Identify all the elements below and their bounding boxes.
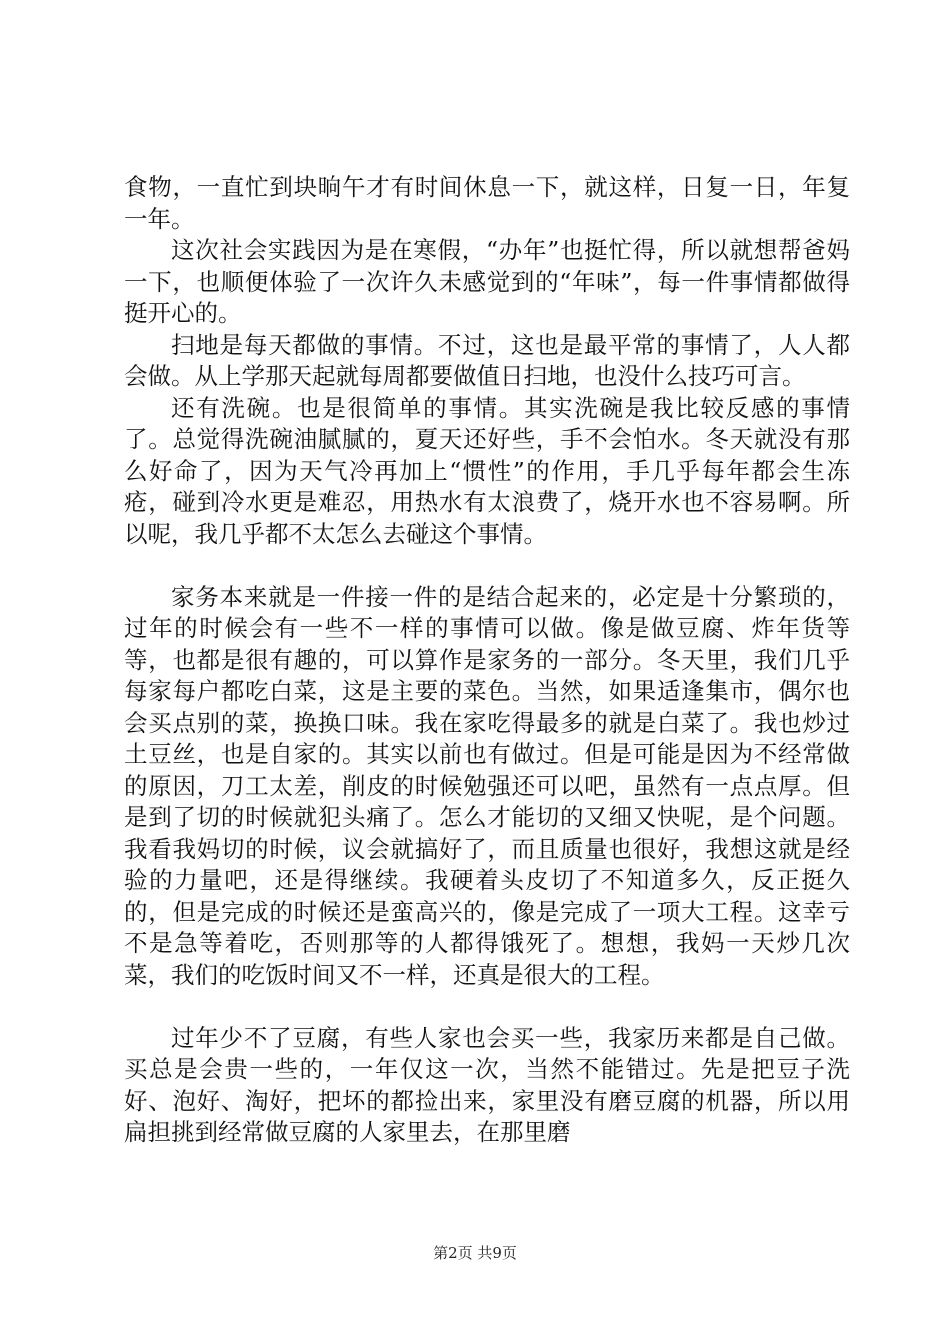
- paragraph-spacer: [124, 991, 850, 1023]
- paragraph-4: 还有洗碗。也是很简单的事情。其实洗碗是我比较反感的事情了。总觉得洗碗油腻腻的，夏天还好些，手不会怕水。冬天就没有那么好命了，因为天气冷再加上“惯性”的作用，手几乎每年都会生冻疮，碰到冷水更是难忍，用热水有太浪费了，烧开水也不容易啊。所以呢，我几乎都不太怎么去碰这个事情。: [124, 393, 850, 548]
- page-number-footer: 第2页 共9页: [433, 1244, 517, 1262]
- paragraph-2: 这次社会实践因为是在寒假，“办年”也挺忙得，所以就想帮爸妈一下，也顺便体验了一次许久未感觉到的“年味”，每一件事情都做得挺开心的。: [124, 236, 850, 327]
- paragraph-spacer: [124, 550, 850, 582]
- document-body: [124, 172, 850, 1149]
- paragraph-3: 扫地是每天都做的事情。不过，这也是最平常的事情了，人人都会做。从上学那天起就每周都要做值日扫地，也没什么技巧可言。: [124, 330, 850, 390]
- paragraph-5: 家务本来就是一件接一件的是结合起来的，必定是十分繁琐的，过年的时候会有一些不一样的事情可以做。像是做豆腐、炸年货等等，也都是很有趣的，可以算作是家务的一部分。冬天里，我们几乎每家每户都吃白菜，这是主要的菜色。当然，如果适逢集市，偶尔也会买点别的菜，换换口味。我在家吃得最多的就是白菜了。我也炒过土豆丝，也是自家的。其实以前也有做过。但是可能是因为不经常做的原因，刀工太差，削皮的时候勉强还可以吧，虽然有一点点厚。但是到了切的时候就犯头痛了。怎么才能切的又细又快呢，是个问题。我看我妈切的时候，议会就搞好了，而且质量也很好，我想这就是经验的力量吧，还是得继续。我硬着头皮切了不知道多久，反正挺久的，但是完成的时候还是蛮高兴的，像是完成了一项大工程。这幸亏不是急等着吃，否则那等的人都得饿死了。想想，我妈一天炒几次菜，我们的吃饭时间又不一样，还真是很大的工程。: [124, 582, 850, 989]
- paragraph-1: 食物，一直忙到块晌午才有时间休息一下，就这样，日复一日，年复一年。: [124, 173, 850, 233]
- paragraph-6: 过年少不了豆腐，有些人家也会买一些，我家历来都是自己做。买总是会贵一些的，一年仅这一次，当然不能错过。先是把豆子洗好、泡好、淘好，把坏的都捡出来，家里没有磨豆腐的机器，所以用扁担挑到经常做豆腐的人家里去，在那里磨: [124, 1023, 850, 1146]
